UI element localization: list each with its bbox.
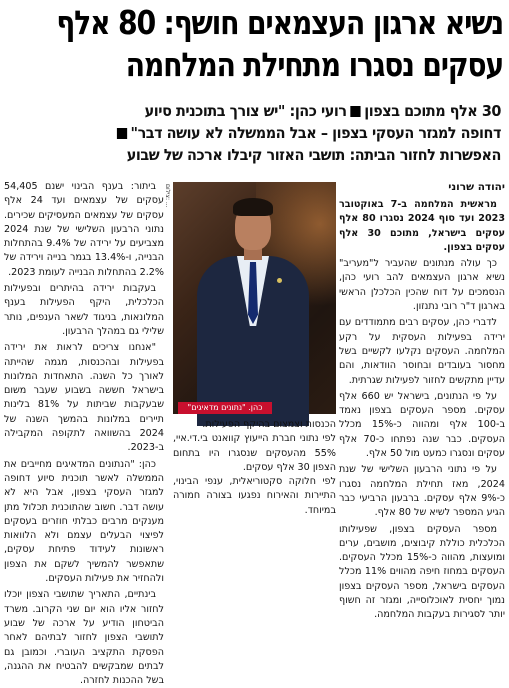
hair bbox=[233, 198, 273, 216]
portrait-photo bbox=[173, 182, 336, 414]
paragraph: לדברי כהן, עסקים רבים מתמודדים עם ירידה בפעילות העסקית על רקע המלחמה. העסקים נקלעו לקשיים בשל מחסור בעובדים ובחוסר הוודאות, והם עדיין מתקשים לחזור לפעילות שגרתית. bbox=[339, 317, 505, 386]
paragraph: כהן: "הנתונים המדאיגים מחייבים את הממשלה לאשר תוכנית סיוע דחופה למגזר העסקי בצפון, אבל היא לא עושה דבר. חשוב שהתוכנית תכלול מתן מענקים מרבים כבלתי חוזרים בעסקים לפיצוי הבעלים עצמם ולא הלוואות ראשונות לעידוד פתיחת עסקים, שתאפשר להמשיך לשקם את הצפון ולהחזיר את פעילות העסקים. bbox=[4, 458, 164, 585]
paragraph: כך עולה מנתונים שהעביר ל"מעריב" נשיא ארגון העצמאים להב רועי כהן, הנסמכים על דוח שהכין הכלכלן הראשי בארגון ד"ר רובי נתנזון. bbox=[339, 258, 505, 313]
lapel-pin-icon bbox=[277, 278, 282, 283]
lead-paragraph: מראשית המלחמה ב-7 באוקטובר 2023 ועד סוף 2024 נסגרו 80 אלף עסקים בישראל, מתוכם 30 אלף עסקים בצפון. bbox=[339, 199, 506, 253]
square-bullet-icon bbox=[350, 106, 360, 117]
article-column-right bbox=[339, 180, 506, 621]
headline bbox=[56, 2, 503, 86]
paragraph: לפי נתוני חברת הייעוץ קוואנט בי.די.איי, 55% מהעסקים שנסגרו היו בתחום הצפון 30 אלף עסקים. bbox=[173, 433, 336, 473]
subhead-line-2-text: דחופה למגזר העסקי בצפון – אבל הממשלה לא עושה דבר" bbox=[130, 124, 502, 142]
paragraph: "אנחנו צריכים לראות את ירידה בפעילות ובהכנסות, מגמה שהייתה לאורך כל השנה. התאחדות המלונות בישראל חששה בשבוע שעבר משום שבעקבות שביתות על 81% בלינות תיירים במלונות בהמשך השנה של 2024 בהשוואה לתקופה המקבילה ב-2023. bbox=[4, 342, 164, 454]
paragraph: על פי נתוני הרבעון השלישי של שנת 2024, מאז תחילת המלחמה נסגרו כ-9% אלף עסקים. ברבעון הרביעי כבר הגיע המספר לשיא של 80 אלף. bbox=[339, 464, 505, 519]
paragraph: על פי הנתונים, בישראל יש 660 אלף עסקים. מספר העסקים בצפון נאמד ב-100 אלף ומהווה כ-15% מכלל העסקים. כבר שנה נפתחו כ-70 אלף עסקים ונסגרו כמעט מול 50 אלף. bbox=[339, 390, 505, 460]
paragraph: הכנסות וצמצום בהיקף הפעילות. bbox=[202, 419, 336, 430]
photo-credit: צילום: ... bbox=[164, 184, 171, 208]
subhead-line-1b: רועי כהן: "יש צורך בתוכנית סיוע bbox=[144, 102, 347, 120]
subhead-line-2 bbox=[41, 122, 501, 144]
subheads bbox=[41, 100, 501, 166]
subhead-line-1a: 30 אלף מתוכם בצפון bbox=[364, 102, 501, 120]
paragraph: בעקבות ירידה בהיתרים ובפעילות הכלכלית, היקף הפעילות בענף המלונאות, בניגוד לשאר הענפים, נותר שלילי גם במהלך הרבעון. bbox=[4, 283, 164, 337]
paragraph: ביתור: בענף הבינוי ישנם 54,405 עסקים של עצמאים ועד 24 אלף עסקים של עצמאים המעסיקים שכירים. נתוני הרבעון השלישי של שנת 2024 מצביעים על ירידה של 9.4% בהתחלות הבנייה, ו-13.4% בגמר בנייה וירידה של 2.2% בהתחלות הבנייה לעומת 2023. bbox=[4, 181, 164, 278]
paragraph: מספר העסקים בצפון, שפעילותו הכלכלית כוללת קיבוצים, מושבים, ערים ומועצות, מהווה כ-15% מכלל העסקים. העסקים במחוז חיפה מהווים 11% מכלל העסקים בישראל, מספר העסקים בצפון נמוך יחסית לאוכלוסייה, ומגזר זה חשוף יותר לסגירות בעקבות המלחמה. bbox=[339, 523, 505, 621]
photo-caption: כהן. "נתונים מדאיגים" bbox=[178, 402, 272, 414]
article-column-center bbox=[173, 418, 336, 540]
subhead-line-3: האפשרות לחזור הביתה: תושבי האזור קיבלו ארכה של שבוע bbox=[126, 146, 502, 164]
subhead-line-1 bbox=[41, 100, 501, 122]
headline-line-1: נשיא ארגון העצמאים חושף: 80 אלף bbox=[56, 3, 503, 42]
article-column-left bbox=[4, 180, 164, 687]
square-bullet-icon bbox=[117, 128, 127, 139]
paragraph: בינתיים, התאריך שתושבי הצפון יוכלו לחזור אליו הוא יום שני הקרוב. משרד הביטחון הודיע על ארכה של שבוע לתושבי הצפון לחזור לבתיהם לאחר הפסקת התקציב העוברי. וכמובן גם לבתים שמבקשים להבטיח את ההגנה, בשל ההכנות לחזרה. bbox=[4, 589, 164, 687]
paragraph: לפי חלוקה סקטוריאלית, ענפי הבינוי, התיירות והאירוח נפגעו בצורה חמורה במיוחד. bbox=[173, 476, 336, 516]
headline-line-2: עסקים נסגרו מתחילת המלחמה bbox=[125, 45, 503, 84]
byline: יהודה שרוני bbox=[448, 181, 505, 193]
